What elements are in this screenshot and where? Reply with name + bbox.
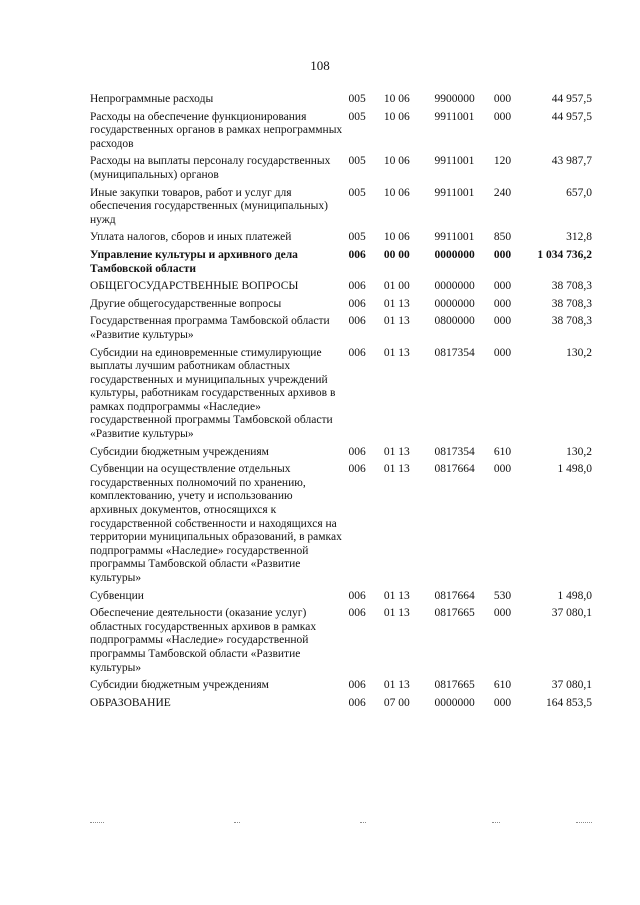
row-expense-type-code: 850 <box>493 231 512 244</box>
row-name: Субсидии бюджетным учреждениям <box>90 679 269 692</box>
row-name: Субвенции на осуществление отдельных государственных полномочий по хранению, комплектованию, учету и использованию архивных документов, относящихся к государственной собственности и находящихся на территории муниципальных образований, в рамках подпрограммы «Наследие» государственной программы Тамбовской области «Развитие культуры» <box>90 463 342 584</box>
row-name: Непрограммные расходы <box>90 93 214 105</box>
row-expense-type-code: 000 <box>493 297 512 310</box>
row-amount: 130,2 <box>566 346 592 359</box>
row-ved-code: 006 <box>348 315 366 328</box>
table-row <box>90 298 592 316</box>
table-row <box>90 590 592 608</box>
row-section-code: 10 06 <box>383 231 410 244</box>
bottom-scan-marks <box>90 822 592 828</box>
row-expense-type-code: 000 <box>493 248 512 261</box>
row-name: Расходы на выплаты персоналу государственных (муниципальных) органов <box>90 155 331 181</box>
row-section-code: 01 13 <box>383 445 410 458</box>
row-target-article-code: 0000000 <box>434 280 475 293</box>
table-row <box>90 463 592 589</box>
row-ved-code: 005 <box>348 231 366 244</box>
row-expense-type-code: 530 <box>493 589 512 602</box>
row-ved-code: 006 <box>348 463 366 476</box>
row-amount: 1 498,0 <box>557 589 592 602</box>
row-ved-code: 006 <box>348 280 366 293</box>
row-target-article-code: 9911001 <box>434 186 475 199</box>
row-ved-code: 006 <box>348 696 366 709</box>
row-ved-code: 006 <box>348 346 366 359</box>
table-row <box>90 93 592 111</box>
row-ved-code: 006 <box>348 607 366 620</box>
row-amount: 38 708,3 <box>551 315 592 328</box>
row-name: Другие общегосударственные вопросы <box>90 297 282 310</box>
table-row <box>90 347 592 446</box>
row-amount: 38 708,3 <box>551 297 592 310</box>
row-name: Иные закупки товаров, работ и услуг для обеспечения государственных (муниципальных) нужд <box>90 186 328 226</box>
row-name: Уплата налогов, сборов и иных платежей <box>90 231 292 244</box>
row-expense-type-code: 610 <box>493 445 512 458</box>
table-row <box>90 446 592 464</box>
row-expense-type-code: 000 <box>493 110 512 123</box>
row-section-code: 10 06 <box>383 186 410 199</box>
row-expense-type-code: 000 <box>493 315 512 328</box>
row-ved-code: 005 <box>348 93 366 105</box>
row-section-code: 01 00 <box>383 280 410 293</box>
row-name: Государственная программа Тамбовской области «Развитие культуры» <box>90 315 330 341</box>
row-amount: 44 957,5 <box>551 110 592 123</box>
row-section-code: 01 13 <box>383 589 410 602</box>
table-row <box>90 187 592 232</box>
row-target-article-code: 9900000 <box>434 93 475 105</box>
row-expense-type-code: 000 <box>493 607 512 620</box>
row-amount: 130,2 <box>566 445 592 458</box>
row-ved-code: 006 <box>348 445 366 458</box>
table-row <box>90 249 592 280</box>
row-ved-code: 006 <box>348 589 366 602</box>
row-section-code: 10 06 <box>383 93 410 105</box>
row-target-article-code: 0817665 <box>434 679 475 692</box>
budget-table <box>90 93 592 714</box>
table-row <box>90 280 592 298</box>
row-target-article-code: 0817664 <box>434 463 475 476</box>
row-name: Субсидии на единовременные стимулирующие выплаты лучшим работникам областных государственных и муниципальных учреждений культуры, работникам государственных архивов в рамках подпрограммы «Наследие» государственной программы Тамбовской области «Развитие культуры» <box>90 346 336 441</box>
row-section-code: 07 00 <box>383 696 410 709</box>
row-expense-type-code: 000 <box>493 346 512 359</box>
row-ved-code: 005 <box>348 110 366 123</box>
row-target-article-code: 0000000 <box>434 696 475 709</box>
row-expense-type-code: 000 <box>493 93 512 105</box>
row-expense-type-code: 240 <box>493 186 512 199</box>
table-row <box>90 697 592 715</box>
row-target-article-code: 0000000 <box>434 297 475 310</box>
budget-table-body <box>90 93 592 714</box>
row-target-article-code: 9911001 <box>434 155 475 168</box>
row-target-article-code: 9911001 <box>434 231 475 244</box>
row-expense-type-code: 610 <box>493 679 512 692</box>
row-expense-type-code: 000 <box>493 463 512 476</box>
row-amount: 1 034 736,2 <box>537 248 592 261</box>
row-name: ОБРАЗОВАНИЕ <box>90 696 171 709</box>
row-amount: 37 080,1 <box>551 607 592 620</box>
row-section-code: 10 06 <box>383 110 410 123</box>
row-name: Расходы на обеспечение функционирования государственных органов в рамках непрограммных расходов <box>90 110 343 150</box>
row-section-code: 10 06 <box>383 155 410 168</box>
row-section-code: 00 00 <box>383 248 410 261</box>
row-amount: 38 708,3 <box>551 280 592 293</box>
row-amount: 44 957,5 <box>551 93 592 105</box>
row-expense-type-code: 120 <box>493 155 512 168</box>
row-name: Субсидии бюджетным учреждениям <box>90 445 269 458</box>
row-name: ОБЩЕГОСУДАРСТВЕННЫЕ ВОПРОСЫ <box>90 280 299 293</box>
row-ved-code: 006 <box>348 248 366 261</box>
table-row <box>90 679 592 697</box>
row-target-article-code: 0800000 <box>434 315 475 328</box>
row-amount: 43 987,7 <box>551 155 592 168</box>
row-name: Обеспечение деятельности (оказание услуг) областных государственных архивов в рамках подпрограммы «Наследие» государственной программы Тамбовской области «Развитие культуры» <box>90 607 317 674</box>
row-section-code: 01 13 <box>383 679 410 692</box>
row-target-article-code: 0817664 <box>434 589 475 602</box>
row-section-code: 01 13 <box>383 315 410 328</box>
row-target-article-code: 0000000 <box>434 248 475 261</box>
row-ved-code: 005 <box>348 186 366 199</box>
row-expense-type-code: 000 <box>493 280 512 293</box>
row-section-code: 01 13 <box>383 297 410 310</box>
table-row <box>90 315 592 346</box>
row-amount: 37 080,1 <box>551 679 592 692</box>
row-ved-code: 005 <box>348 155 366 168</box>
row-target-article-code: 0817665 <box>434 607 475 620</box>
row-ved-code: 006 <box>348 679 366 692</box>
row-target-article-code: 9911001 <box>434 110 475 123</box>
row-name: Управление культуры и архивного дела Тамбовской области <box>90 248 298 275</box>
row-amount: 164 853,5 <box>546 696 592 709</box>
row-target-article-code: 0817354 <box>434 445 475 458</box>
row-amount: 312,8 <box>566 231 592 244</box>
page-number: 108 <box>310 58 330 73</box>
row-section-code: 01 13 <box>383 346 410 359</box>
row-name: Субвенции <box>90 589 144 602</box>
table-row <box>90 111 592 156</box>
table-row <box>90 155 592 186</box>
row-section-code: 01 13 <box>383 607 410 620</box>
table-row <box>90 607 592 679</box>
row-expense-type-code: 000 <box>493 696 512 709</box>
row-target-article-code: 0817354 <box>434 346 475 359</box>
table-row <box>90 231 592 249</box>
row-ved-code: 006 <box>348 297 366 310</box>
row-amount: 657,0 <box>566 186 592 199</box>
row-section-code: 01 13 <box>383 463 410 476</box>
row-amount: 1 498,0 <box>557 463 592 476</box>
